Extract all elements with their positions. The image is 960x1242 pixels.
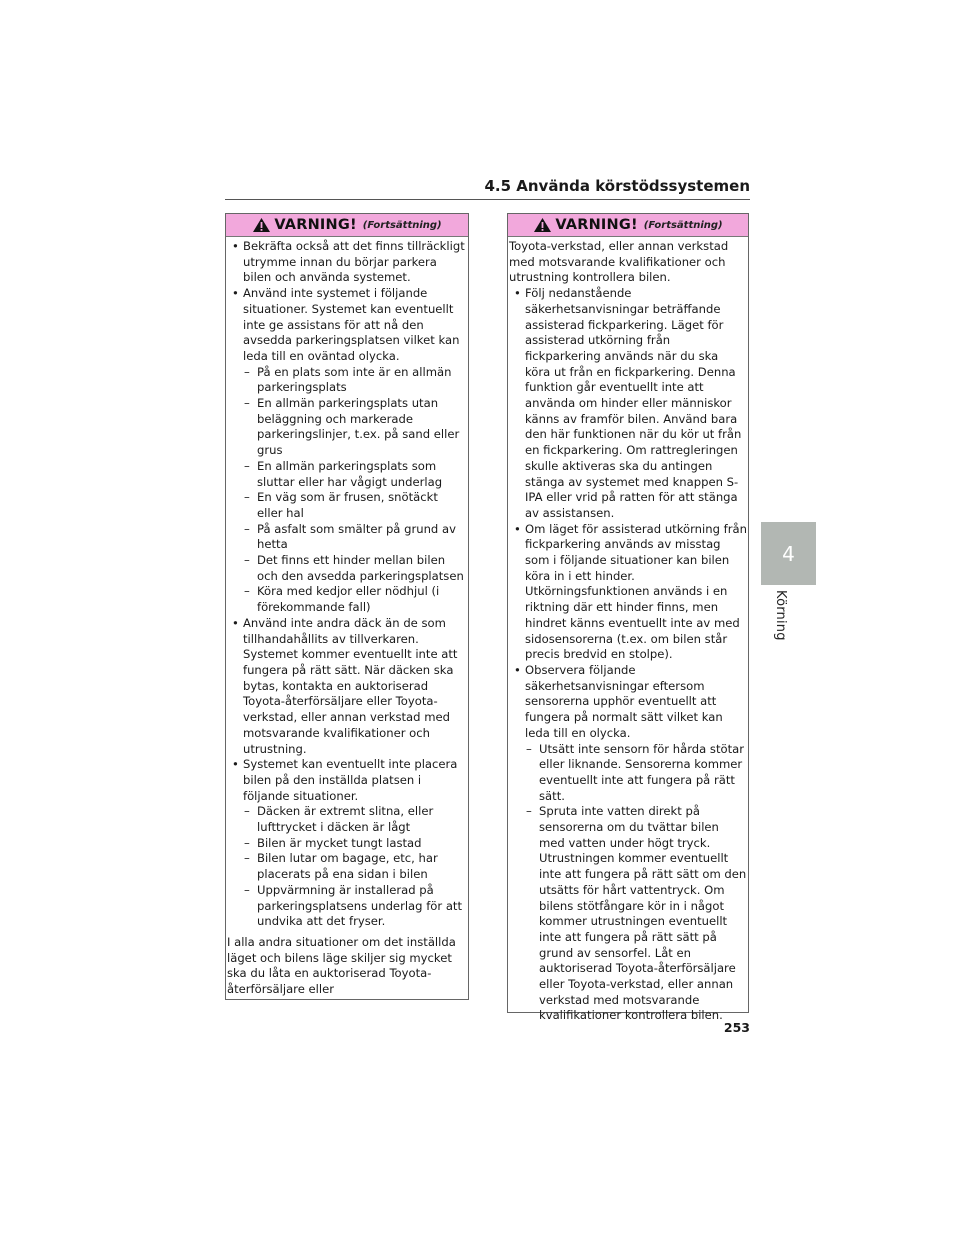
dash-mark: – — [244, 396, 250, 411]
sub-list-item: – Det finns ett hinder mellan bilen och den avsedda parkeringsplatsen — [244, 553, 464, 583]
chapter-number: 4 — [782, 541, 795, 566]
sub-list-item: – På asfalt som smälter på grund av hetta — [244, 521, 456, 552]
warning-header — [508, 214, 748, 237]
warning-triangle-icon — [533, 217, 552, 233]
list-item: • Använd inte andra däck än de som tillhandahållits av tillverkaren. Systemet kommer eventuellt inte att fungera på rätt sätt. När däcken ska bytas, kontakta en auktoriserad Toyota-återförsäljare eller Toyota-verkstad, eller annan verkstad med motsvarande kvalifikationer och utrustning. — [232, 615, 458, 756]
list-item: • Följ nedanstående säkerhetsanvisningar beträffande assisterad fickparkering. Läget för assisterad utkörning från fickparkering används när du ska köra ut från en fickparkering. Denna funktion går eventuellt inte att använda om hinder eller människor känns av framför bilen. Använd bara den här funktionen när du kör ut från en fickparkering. Om rattregleringen skulle aktiveras ska du antingen stänga av systemet med knappen S-IPA eller vrid på ratten för att stänga av assistansen. — [514, 286, 742, 520]
intro-paragraph: Toyota-verkstad, eller annan verkstad med motsvarande kvalifikationer och utrustning kontrollera bilen. — [509, 239, 729, 285]
bullet-mark: • — [232, 239, 239, 253]
sub-list-item: – En allmän parkeringsplats utan beläggning och markerade parkeringslinjer, t.ex. på sand eller grus — [244, 396, 460, 458]
warning-subtitle: (Fortsättning) — [643, 219, 723, 231]
warning-content-left — [226, 237, 468, 998]
bullet-mark: • — [514, 286, 521, 301]
bullet-mark: • — [514, 662, 521, 677]
section-title: 4.5 Använda körstödssystemen — [484, 177, 750, 195]
sub-list-item: – Bilen är mycket tungt lastad — [244, 835, 422, 850]
warning-content-right — [508, 237, 748, 1024]
sub-list-item: – Utsätt inte sensorn för hårda stötar eller liknande. Sensorerna kommer eventuellt inte att fungera på rätt sätt. — [526, 741, 745, 803]
warning-triangle-icon — [252, 217, 271, 233]
bullet-mark: • — [514, 521, 521, 536]
header-divider — [225, 199, 750, 200]
dash-mark: – — [244, 584, 250, 599]
dash-mark: – — [244, 490, 250, 505]
sub-list-item: – På en plats som inte är en allmän parkeringsplats — [244, 364, 452, 395]
closing-paragraph: I alla andra situationer om det inställda läget och bilens läge skiljer sig mycket ska du låta en auktoriserad Toyota-återförsäljare eller — [227, 934, 456, 997]
warning-box-right — [507, 213, 749, 1023]
list-item: • Observera följande säkerhetsanvisningar eftersom sensorerna upphör eventuellt att fungera på normalt sätt vilket kan leda till en olycka. — [514, 662, 723, 740]
chapter-label: Körning — [773, 590, 788, 641]
dash-mark: – — [244, 835, 250, 850]
sub-list-item: – Spruta inte vatten direkt på sensorerna om du tvättar bilen med vatten under högt tryck. Utrustningen kommer eventuellt inte att fungera på rätt sätt om den utsätts för hårt vattentryck. Om bilens stötfångare kör in i något kommer utrustningen eventuellt inte att fungera på rätt sätt på grund av sensorfel. Låt en auktoriserad Toyota-återförsäljare eller Toyota-verkstad, eller annan verkstad med motsvarande kvalifikationer kontrollera bilen. — [526, 804, 747, 1023]
sub-list-item: – Uppvärmning är installerad på parkeringsplatsens underlag för att undvika att det fryser. — [244, 882, 463, 929]
sub-list-item: – Köra med kedjor eller nödhjul (i förekommande fall) — [244, 584, 440, 615]
dash-mark: – — [244, 521, 250, 536]
warning-title: VARNING! — [555, 217, 638, 233]
warning-header — [226, 214, 468, 237]
sub-list-item: – En allmän parkeringsplats som sluttar eller har vågigt underlag — [244, 458, 443, 489]
dash-mark: – — [244, 882, 250, 897]
dash-mark: – — [244, 851, 250, 866]
sub-list-item: – Däcken är extremt slitna, eller lufttrycket i däcken är lågt — [244, 804, 434, 835]
list-item: • Använd inte systemet i följande situationer. Systemet kan eventuellt inte ge assistans för att nå den avsedda parkeringsplatsen vilket kan leda till en oväntad olycka. — [232, 286, 460, 363]
warning-box-left — [225, 213, 469, 1000]
bullet-mark: • — [232, 757, 239, 772]
page-number: 253 — [723, 1020, 750, 1035]
dash-mark: – — [244, 458, 250, 473]
dash-mark: – — [526, 804, 532, 819]
dash-mark: – — [244, 364, 250, 379]
dash-mark: – — [244, 553, 250, 568]
sub-list-item: – En väg som är frusen, snötäckt eller hal — [244, 490, 438, 520]
dash-mark: – — [526, 741, 532, 756]
sub-list-item: – Bilen lutar om bagage, etc, har placerats på ena sidan i bilen — [244, 851, 438, 882]
chapter-tab — [761, 522, 816, 585]
bullet-mark: • — [232, 615, 239, 630]
dash-mark: – — [244, 804, 250, 819]
bullet-mark: • — [232, 286, 239, 301]
warning-subtitle: (Fortsättning) — [362, 219, 442, 231]
list-item: • Bekräfta också att det finns tillräckligt utrymme innan du börjar parkera bilen och använda systemet. — [232, 239, 465, 285]
warning-title: VARNING! — [274, 217, 357, 233]
list-item: • Om läget för assisterad utkörning från fickparkering används av misstag som i följande situationer kan bilen köra in i ett hinder. Utkörningsfunktionen används i en riktning där ett hinder finns, men hindret känns eventuellt inte av med sidosensorerna (t.ex. om bilen står precis bredvid en stolpe). — [514, 521, 747, 662]
list-item: • Systemet kan eventuellt inte placera bilen på den inställda platsen i följande situationer. — [232, 757, 458, 803]
